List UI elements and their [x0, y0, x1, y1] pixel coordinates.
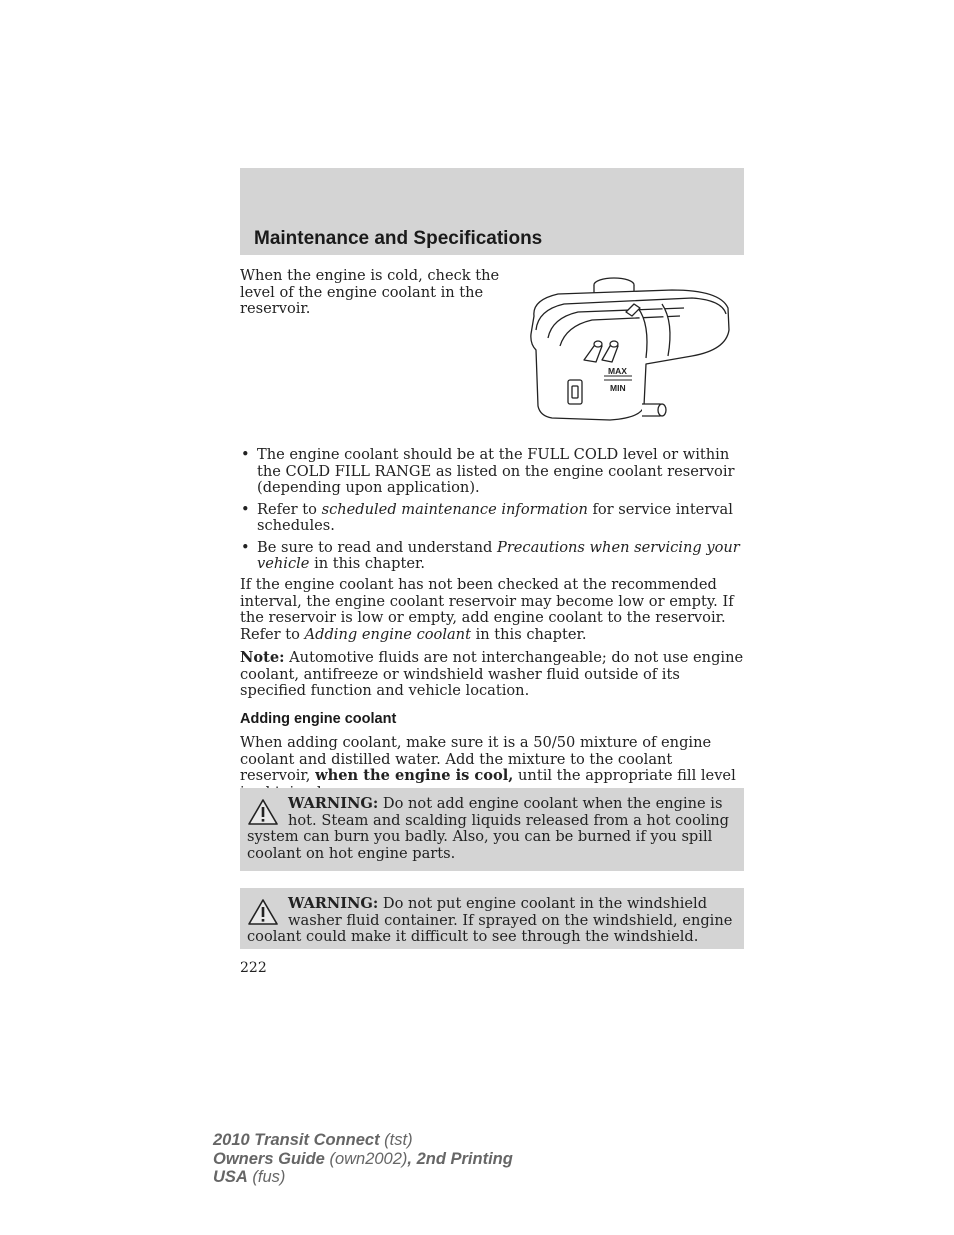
subheading: Adding engine coolant [240, 711, 397, 727]
list-item: • The engine coolant should be at the FULL COLD level or within the COLD FILL RANGE as listed on the engine coolant reservoir (depending upon application). [241, 446, 735, 496]
intro-paragraph: When the engine is cold, check the level of the engine coolant in the reservoir. [240, 267, 500, 317]
bullet-icon: • [241, 446, 250, 463]
adding-coolant-paragraph: When adding coolant, make sure it is a 50/50 mixture of engine coolant and distilled water. Add the mixture to the coolant reservoir, when the engine is cool, until the appropriate fill level [240, 734, 736, 784]
warning-label: WARNING: [288, 795, 379, 812]
list-item: • Be sure to read and understand Precautions when servicing your vehicle in this chapter. [241, 538, 740, 572]
warning-icon [247, 798, 279, 826]
note-label: Note: [240, 649, 285, 666]
bullet-list [240, 447, 746, 578]
warning-box: WARNING: Do not add engine coolant when the engine is hot. Steam and scalding liquids released from a hot cooling system can burn you badly. Also, you can be burned if you spill coolant on hot engine parts. [240, 788, 744, 871]
cross-reference: Precautions when servicing your vehicle [257, 538, 740, 572]
footer-line: Owners Guide (own2002), 2nd Printing [213, 1149, 513, 1168]
warning-box: WARNING: Do not put engine coolant in the windshield washer fluid container. If sprayed on the windshield, engine coolant could make it difficult to see through the windshield. [240, 888, 744, 949]
min-label: MIN [610, 383, 626, 393]
page-number: 222 [240, 960, 267, 976]
bullet-icon: • [241, 538, 250, 556]
bullet-icon: • [241, 500, 250, 518]
cross-reference: scheduled maintenance information [321, 500, 588, 518]
note-paragraph: Note: Automotive fluids are not interchangeable; do not use engine coolant, antifreeze or windshield washer fluid outside of its specified function and vehicle location. [240, 649, 744, 699]
footer-line: USA (fus) [213, 1168, 286, 1186]
section-title: Maintenance and Specifications [254, 228, 543, 249]
max-label: MAX [608, 366, 627, 376]
reservoir-paragraph: If the engine coolant has not been checked at the recommended interval, the engine coolant reservoir may become low or empty. If the reservoir is low or empty, add engine coolant to the reservoir. Refer to Adding engine coolant in this chapter. [240, 576, 734, 643]
cross-reference: Adding engine coolant [304, 625, 471, 643]
warning-label: WARNING: [288, 895, 379, 912]
coolant-reservoir-illustration [522, 268, 734, 438]
footer-line: 2010 Transit Connect (tst) [213, 1131, 413, 1149]
footer [213, 1131, 513, 1187]
warning-icon [247, 898, 279, 926]
list-item: • Refer to scheduled maintenance information for service interval schedules. [241, 500, 733, 534]
